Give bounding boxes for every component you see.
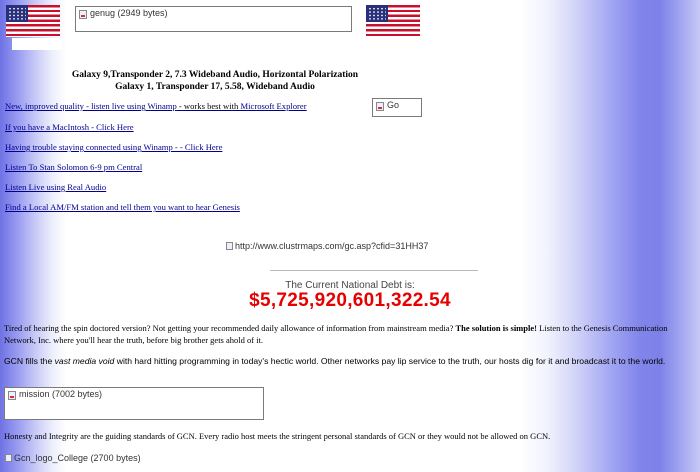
debt-label: The Current National Debt is: xyxy=(285,280,415,291)
broken-image-icon xyxy=(8,391,16,400)
satellite-info-line-2: Galaxy 1, Transponder 17, 5.58, Wideband Audio xyxy=(115,82,315,92)
honesty-paragraph: Honesty and Integrity are the guiding standards of GCN. Every radio host meets the stringent personal standards of GCN or they would not be allowed on GCN. xyxy=(4,431,551,441)
banner-image xyxy=(75,6,352,32)
college-logo-image xyxy=(5,453,141,463)
intro-lead: Tired of hearing the spin doctored version? Not getting your recommended daily allowance of information from mainstream media? xyxy=(4,323,456,333)
winamp-note: - works best with xyxy=(176,101,241,111)
gcn-italic: vast media void xyxy=(54,356,115,366)
satellite-info-line-1: Galaxy 9,Transponder 2, 7.3 Wideband Audio, Horizontal Polarization xyxy=(71,70,359,80)
mission-image xyxy=(4,387,264,420)
broken-image-icon xyxy=(376,102,384,111)
gcn-lead: GCN fills the xyxy=(4,356,55,366)
us-flag-icon xyxy=(6,5,60,37)
us-flag-icon xyxy=(366,5,420,37)
clustrmaps-image[interactable] xyxy=(226,241,428,251)
intro-paragraph xyxy=(4,323,696,346)
clustrmaps-image-alt: http://www.clustrmaps.com/gc.asp?cfid=31HH37 xyxy=(235,241,429,251)
stan-solomon-link[interactable]: Listen To Stan Solomon 6-9 pm Central xyxy=(5,162,143,172)
broken-image-icon xyxy=(226,242,233,250)
intro-rest: Listen to the Genesis Communication Network, Inc. where you'll hear the truth, before big brother gets ahold of it. xyxy=(4,323,668,345)
divider xyxy=(270,270,478,271)
gcn-rest: with hard hitting programming in today's hectic world. Other networks pay lip service to the truth, our hosts dig for it and broadcast it to the world. xyxy=(114,356,666,366)
winamp-trouble-link[interactable]: Having trouble staying connected using Winamp - - Click Here xyxy=(5,142,223,152)
broken-image-icon xyxy=(5,454,12,462)
broken-image-icon xyxy=(79,10,87,19)
go-image-alt: Go xyxy=(387,100,400,110)
mission-image-alt: mission (7002 bytes) xyxy=(19,389,103,399)
banner-image-alt: genug (2949 bytes) xyxy=(90,8,168,18)
local-station-link[interactable]: Find a Local AM/FM station and tell them you want to hear Genesis xyxy=(5,202,240,212)
flag-shadow-block xyxy=(12,38,62,50)
debt-value: $5,725,920,601,322.54 xyxy=(249,290,451,311)
winamp-link-row xyxy=(5,101,307,111)
intro-bold: The solution is simple! xyxy=(455,323,537,333)
mac-link[interactable]: If you have a MacIntosh - Click Here xyxy=(5,122,134,132)
winamp-link[interactable]: New, improved quality - listen live using Winamp xyxy=(5,101,177,111)
explorer-link[interactable]: Microsoft Explorer xyxy=(240,101,307,111)
go-image[interactable] xyxy=(372,98,422,117)
real-audio-link[interactable]: Listen Live using Real Audio xyxy=(5,182,107,192)
gcn-paragraph xyxy=(4,355,696,367)
college-logo-alt: Gcn_logo_College (2700 bytes) xyxy=(14,453,141,463)
